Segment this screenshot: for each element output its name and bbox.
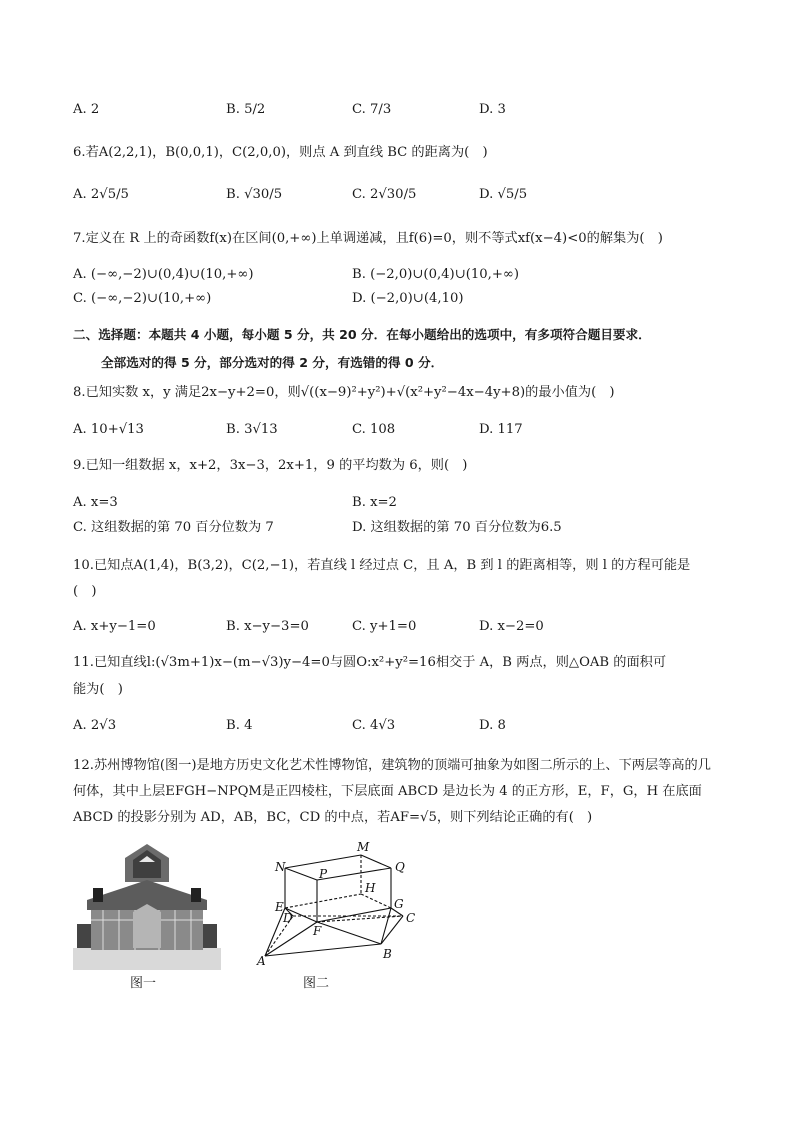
q7-stem: 7.定义在 R 上的奇函数f(x)在区间(0,+∞)上单调递减，且f(6)=0，则不等式xf(x−4)<0的解集为( )	[73, 231, 663, 246]
label-D: D	[283, 911, 293, 925]
label-H: H	[365, 881, 376, 895]
q5-option-a: A. 2	[73, 102, 100, 117]
q5-option-d: D. 3	[479, 102, 506, 117]
q10-option-a: A. x+y−1=0	[73, 619, 156, 634]
geometry-diagram	[255, 838, 425, 968]
q11-stem-line2: 能为( )	[73, 682, 123, 697]
q10-stem-line1: 10.已知点A(1,4)，B(3,2)，C(2,−1)，若直线 l 经过点 C，且 A，B 到 l 的距离相等，则 l 的方程可能是	[73, 558, 691, 573]
q8-option-c: C. 108	[352, 422, 396, 437]
q8-option-b: B. 3√13	[226, 422, 278, 437]
q6-option-c: C. 2√30/5	[352, 187, 417, 202]
q7-option-c: C. (−∞,−2)∪(10,+∞)	[73, 291, 212, 306]
label-F: F	[313, 924, 322, 938]
q9-option-b: B. x=2	[352, 495, 397, 510]
label-B: B	[383, 947, 392, 961]
q10-option-b: B. x−y−3=0	[226, 619, 309, 634]
q6-stem: 6.若A(2,2,1)，B(0,0,1)，C(2,0,0)，则点 A 到直线 BC 的距离为( )	[73, 145, 488, 160]
q9-option-c: C. 这组数据的第 70 百分位数为 7	[73, 520, 274, 535]
q11-option-c: C. 4√3	[352, 718, 396, 733]
q11-option-d: D. 8	[479, 718, 506, 733]
label-M: M	[357, 840, 370, 854]
label-Q: Q	[395, 860, 405, 874]
q6-option-d: D. √5/5	[479, 187, 528, 202]
figure-2-caption: 图二	[303, 976, 330, 991]
q8-option-d: D. 117	[479, 422, 523, 437]
q12-stem-line2: 何体，其中上层EFGH−NPQM是正四棱柱，下层底面 ABCD 是边长为 4 的正方形，E，F，G，H 在底面	[73, 784, 702, 799]
q10-option-d: D. x−2=0	[479, 619, 544, 634]
figure-2-geometry	[255, 838, 425, 968]
q11-stem-line1: 11.已知直线l:(√3m+1)x−(m−√3)y−4=0与圆O:x²+y²=16相交于 A，B 两点，则△OAB 的面积可	[73, 655, 667, 670]
q10-option-c: C. y+1=0	[352, 619, 417, 634]
q6-option-a: A. 2√5/5	[73, 187, 129, 202]
q7-option-d: D. (−2,0)∪(4,10)	[352, 291, 464, 306]
q11-option-a: A. 2√3	[73, 718, 117, 733]
q12-stem-line3: ABCD 的投影分别为 AD，AB，BC，CD 的中点，若AF=√5，则下列结论正确的有( )	[73, 810, 593, 825]
q5-option-b: B. 5/2	[226, 102, 266, 117]
figure-1-caption: 图一	[130, 976, 157, 991]
section2-heading-line2: 全部选对的得 5 分，部分选对的得 2 分，有选错的得 0 分．	[101, 355, 444, 370]
q11-option-b: B. 4	[226, 718, 253, 733]
q8-option-a: A. 10+√13	[73, 422, 144, 437]
q12-stem-line1: 12.苏州博物馆(图一)是地方历史文化艺术性博物馆，建筑物的顶端可抽象为如图二所示的上、下两层等高的几	[73, 758, 711, 773]
section2-heading-line1: 二、选择题：本题共 4 小题，每小题 5 分，共 20 分．在每小题给出的选项中，有多项符合题目要求．	[73, 327, 651, 342]
q9-option-a: A. x=3	[73, 495, 118, 510]
label-G: G	[394, 897, 404, 911]
label-N: N	[275, 860, 286, 874]
q7-option-b: B. (−2,0)∪(0,4)∪(10,+∞)	[352, 267, 520, 282]
q6-option-b: B. √30/5	[226, 187, 283, 202]
q9-option-d: D. 这组数据的第 70 百分位数为6.5	[352, 520, 562, 535]
label-C: C	[406, 911, 416, 925]
q8-stem: 8.已知实数 x，y 满足2x−y+2=0，则√((x−9)²+y²)+√(x²+y²−4x−4y+8)的最小值为( )	[73, 385, 615, 400]
figure-1-museum-photo	[73, 840, 221, 970]
label-P: P	[319, 867, 328, 881]
q9-stem: 9.已知一组数据 x，x+2，3x−3，2x+1，9 的平均数为 6，则( )	[73, 458, 468, 473]
label-A: A	[257, 954, 266, 968]
q7-option-a: A. (−∞,−2)∪(0,4)∪(10,+∞)	[73, 267, 254, 282]
label-E: E	[275, 900, 284, 914]
museum-illustration	[73, 840, 221, 970]
q5-option-c: C. 7/3	[352, 102, 392, 117]
q10-stem-line2: ( )	[73, 584, 97, 599]
